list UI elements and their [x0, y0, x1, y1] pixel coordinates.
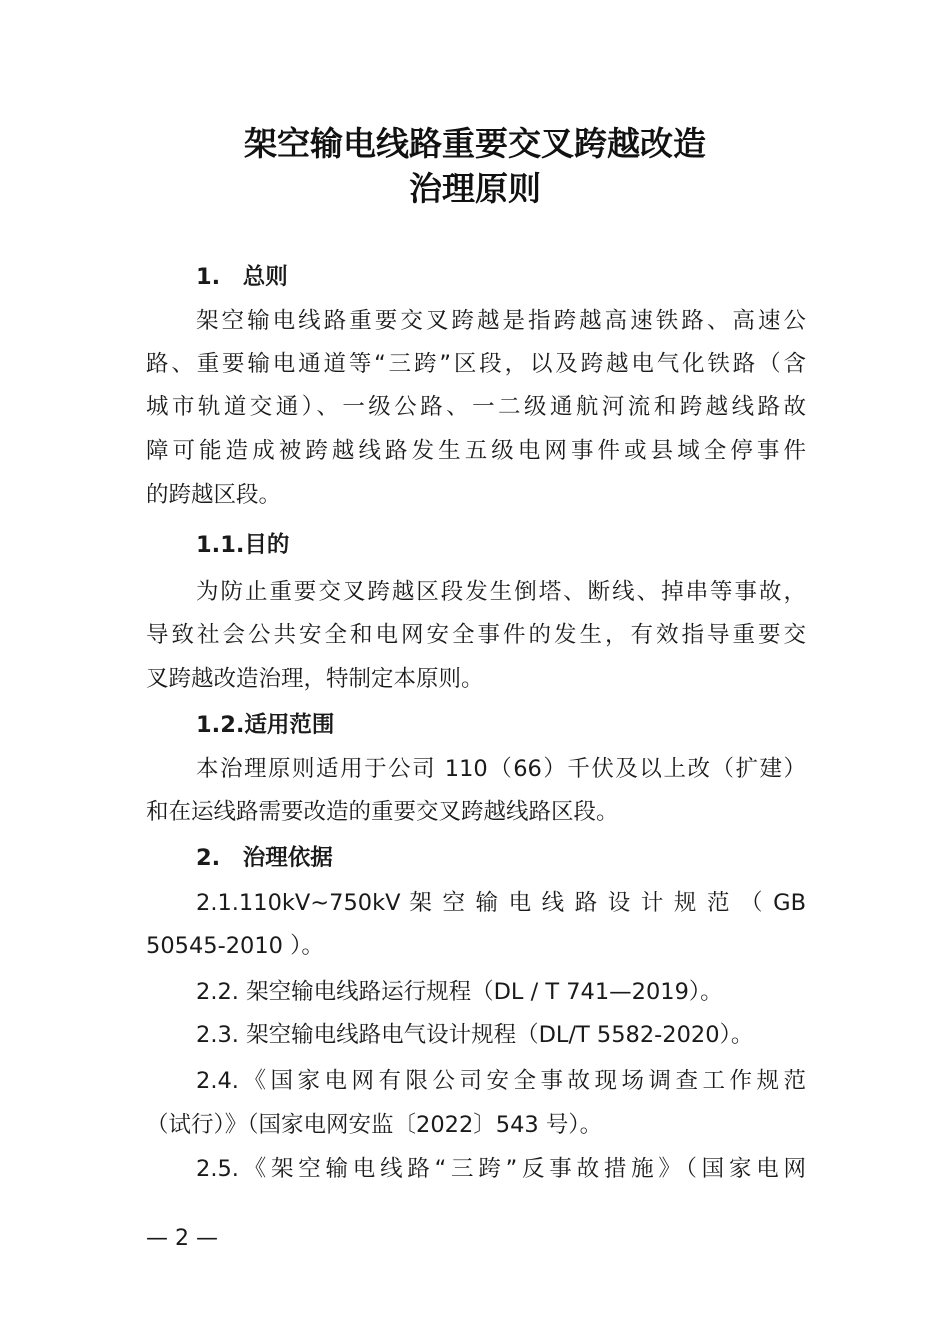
section-1-heading: 1. 总则 — [196, 264, 288, 290]
reference-item: 2.2. 架空输电线路运行规程（DL / T 741—2019）。 — [196, 979, 723, 1005]
paragraph-line: 叉跨越改造治理，特制定本原则。 — [146, 666, 484, 692]
document-title-line-1: 架空输电线路重要交叉跨越改造 — [244, 124, 706, 163]
paragraph-line: 城市轨道交通）、一级公路、一二级通航河流和跨越线路故 — [146, 394, 806, 420]
reference-item: （试行）》（国家电网安监〔2022〕543 号）。 — [146, 1112, 603, 1138]
paragraph-line: 的跨越区段。 — [146, 482, 282, 508]
paragraph-line: 架空输电线路重要交叉跨越是指跨越高速铁路、高速公 — [196, 308, 806, 334]
paragraph-line: 和在运线路需要改造的重要交叉跨越线路区段。 — [146, 799, 619, 825]
paragraph-line: 本治理原则适用于公司 110（66）千伏及以上改（扩建） — [196, 756, 806, 782]
section-2-heading: 2. 治理依据 — [196, 845, 333, 871]
reference-item: 2.5.《架空输电线路“三跨”反事故措施》（国家电网 — [196, 1156, 806, 1182]
section-1-2-heading: 1.2.适用范围 — [196, 712, 335, 738]
page-number: — 2 — — [146, 1226, 218, 1251]
reference-item: 2.3. 架空输电线路电气设计规程（DL/T 5582-2020）。 — [196, 1022, 754, 1048]
paragraph-line: 路、重要输电通道等“三跨”区段，以及跨越电气化铁路（含 — [146, 351, 806, 377]
paragraph-line: 导致社会公共安全和电网安全事件的发生，有效指导重要交 — [146, 622, 806, 648]
reference-item: 2.1.110kV~750kV 架 空 输 电 线 路 设 计 规 范 （ GB — [196, 890, 806, 916]
paragraph-line: 为防止重要交叉跨越区段发生倒塔、断线、掉串等事故， — [196, 579, 806, 605]
reference-item: 2.4.《国家电网有限公司安全事故现场调查工作规范 — [196, 1068, 806, 1094]
document-title-line-2: 治理原则 — [409, 169, 541, 208]
paragraph-line: 障可能造成被跨越线路发生五级电网事件或县域全停事件 — [146, 438, 806, 464]
reference-item: 50545-2010 ）。 — [146, 933, 324, 959]
section-1-1-heading: 1.1.目的 — [196, 532, 290, 558]
